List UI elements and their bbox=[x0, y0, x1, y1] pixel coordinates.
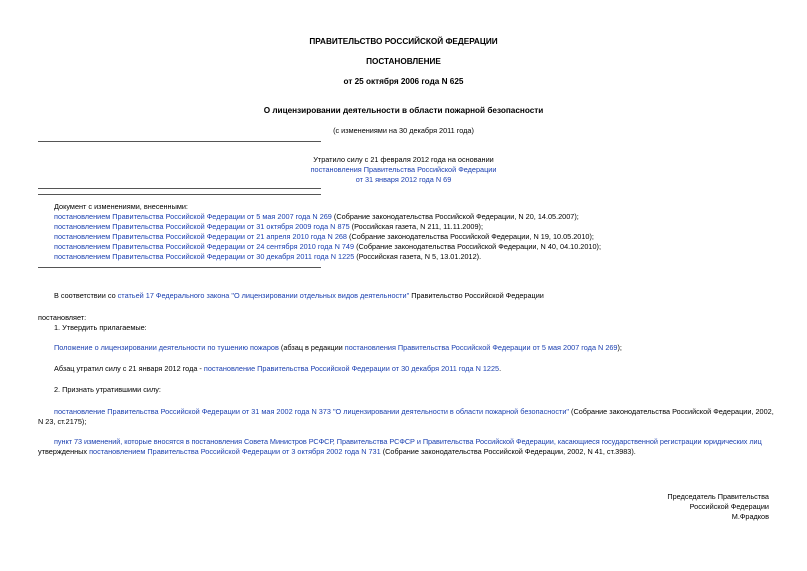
repealed-item bbox=[54, 438, 762, 446]
expired-paragraph bbox=[54, 365, 501, 373]
amendment-link[interactable]: постановлением Правительства Российской Федерации от 31 октября 2009 года N 875 bbox=[54, 222, 350, 231]
amendment-link[interactable]: постановлением Правительства Российской Федерации от 30 декабря 2011 года N 1225 bbox=[54, 252, 355, 261]
signature-name: М.Фрадков bbox=[731, 512, 769, 521]
amendment-item bbox=[54, 243, 601, 251]
amendment-item bbox=[54, 253, 481, 261]
item-2: 2. Признать утратившими силу: bbox=[54, 385, 161, 394]
amendment-link[interactable]: постановлением Правительства Российской Федерации от 21 апреля 2010 года N 268 bbox=[54, 232, 347, 241]
preamble-text: В соответствии со bbox=[54, 291, 118, 300]
item-1: 1. Утвердить прилагаемые: bbox=[54, 323, 147, 332]
regulation-link[interactable]: Положение о лицензировании деятельности по тушению пожаров bbox=[54, 343, 279, 352]
decree-link[interactable]: постановления Правительства Российской Федерации от 5 мая 2007 года N 269 bbox=[344, 343, 618, 352]
preamble-text: Правительство Российской Федерации bbox=[409, 291, 544, 300]
amendments-intro: Документ с изменениями, внесенными: bbox=[54, 202, 188, 211]
decree-link[interactable]: постановление Правительства Российской Федерации от 30 декабря 2011 года N 1225 bbox=[203, 364, 500, 373]
expired-text: Абзац утратил силу с 21 января 2012 года - bbox=[54, 364, 204, 373]
document-title: О лицензировании деятельности в области пожарной безопасности bbox=[263, 106, 544, 115]
amendment-link[interactable]: постановлением Правительства Российской Федерации от 24 сентября 2010 года N 749 bbox=[54, 242, 355, 251]
amendment-source: (Собрание законодательства Российской Федерации, N 20, 14.05.2007); bbox=[331, 212, 579, 221]
repealed-source: (Собрание законодательства Российской Федерации, 2002, N 41, ст.3983). bbox=[380, 447, 636, 456]
regulation-text: ); bbox=[617, 343, 622, 352]
signature-title: Председатель Правительства bbox=[667, 492, 769, 501]
repealed-link[interactable]: пункт 73 изменений, которые вносятся в постановления Совета Министров РСФСР, Правительства РСФСР и Правительства Российской Федерации, касающиеся государственной регистрации юридических лиц bbox=[54, 437, 762, 446]
amendment-source: (Собрание законодательства Российской Федерации, N 19, 10.05.2010); bbox=[347, 232, 594, 241]
expired-link-2[interactable]: от 31 января 2012 года N 69 bbox=[355, 175, 452, 184]
expired-link-1[interactable]: постановления Правительства Российской Федерации bbox=[310, 165, 497, 174]
preamble bbox=[54, 292, 544, 300]
regulation-line bbox=[54, 344, 622, 352]
amendment-item bbox=[54, 223, 483, 231]
amendment-link[interactable]: постановлением Правительства Российской Федерации от 5 мая 2007 года N 269 bbox=[54, 212, 332, 221]
amendment-item bbox=[54, 213, 579, 221]
expired-text: . bbox=[499, 364, 502, 373]
repealed-text: утвержденных bbox=[38, 447, 90, 456]
signature-country: Российской Федерации bbox=[689, 502, 769, 511]
decrees-word: постановляет: bbox=[38, 313, 87, 322]
amendment-item bbox=[54, 233, 594, 241]
document-type: ПОСТАНОВЛЕНИЕ bbox=[366, 57, 441, 66]
divider bbox=[38, 194, 321, 195]
divider bbox=[38, 267, 321, 268]
repealed-link[interactable]: постановление Правительства Российской Федерации от 31 мая 2002 года N 373 "О лицензировании деятельности в области пожарной безопасности" bbox=[54, 407, 569, 416]
expired-note: Утратило силу с 21 февраля 2012 года на основании bbox=[313, 155, 494, 164]
divider bbox=[38, 188, 321, 189]
law-link[interactable]: статьей 17 Федерального закона "О лицензировании отдельных видов деятельности" bbox=[117, 291, 410, 300]
amendment-source: (Собрание законодательства Российской Федерации, N 40, 04.10.2010); bbox=[354, 242, 601, 251]
amendment-source: (Российская газета, N 5, 13.01.2012). bbox=[354, 252, 482, 261]
divider bbox=[38, 141, 321, 142]
regulation-text: (абзац в редакции bbox=[278, 343, 345, 352]
amendment-source: (Российская газета, N 211, 11.11.2009); bbox=[349, 222, 483, 231]
government-heading: ПРАВИТЕЛЬСТВО РОССИЙСКОЙ ФЕДЕРАЦИИ bbox=[309, 37, 498, 46]
repealed-item bbox=[54, 408, 774, 416]
repealed-item-cont bbox=[38, 448, 636, 456]
changes-note: (с изменениями на 30 декабря 2011 года) bbox=[333, 126, 474, 135]
decree-link[interactable]: постановлением Правительства Российской Федерации от 3 октября 2002 года N 731 bbox=[89, 447, 381, 456]
repealed-source-cont: N 23, ст.2175); bbox=[38, 417, 87, 426]
document-date: от 25 октября 2006 года N 625 bbox=[343, 77, 464, 86]
repealed-source: (Собрание законодательства Российской Федерации, 2002, bbox=[569, 407, 774, 416]
